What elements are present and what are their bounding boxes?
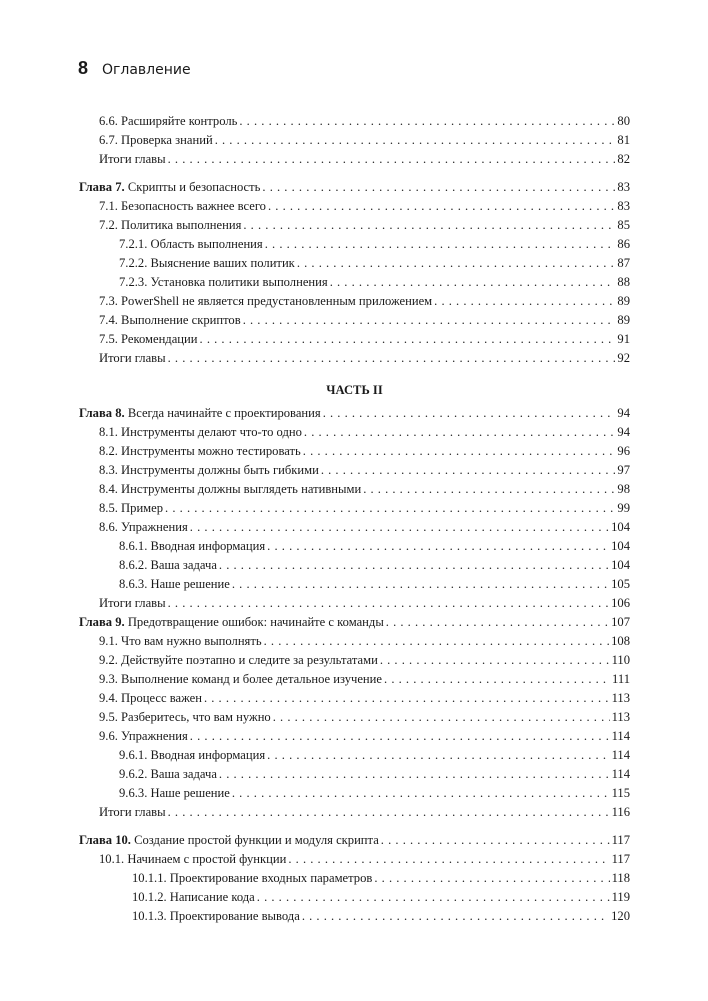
- leader-dots: [215, 131, 616, 150]
- leader-dots: [262, 178, 615, 197]
- leader-dots: [374, 869, 609, 888]
- leader-dots: [219, 556, 609, 575]
- toc-entry[interactable]: Итоги главы . . . 116: [79, 803, 630, 822]
- toc-page: 81: [617, 133, 630, 147]
- toc-entry[interactable]: 9.6.3. Наше решение . . . 115: [79, 784, 630, 803]
- leader-dots: [168, 150, 616, 169]
- leader-dots: [190, 727, 610, 746]
- toc-page: 94: [617, 425, 630, 439]
- toc-page: 89: [617, 313, 630, 327]
- toc-page: 89: [617, 294, 630, 308]
- toc-page: 108: [611, 634, 630, 648]
- toc-page: 115: [611, 786, 630, 800]
- leader-dots: [273, 708, 610, 727]
- toc-page: 86: [617, 237, 630, 251]
- toc-entry[interactable]: Итоги главы . . . 106: [79, 594, 630, 613]
- toc-page: 105: [611, 577, 630, 591]
- toc-entry[interactable]: 9.5. Разберитесь, что вам нужно . . . 113: [79, 708, 630, 727]
- toc-entry[interactable]: 10.1.3. Проектирование вывода . . . 120: [79, 907, 630, 926]
- leader-dots: [267, 746, 609, 765]
- running-title: Оглавление: [102, 62, 191, 78]
- toc-entry[interactable]: 7.5. Рекомендации . . . 91: [79, 330, 630, 349]
- toc-page: 119: [611, 890, 630, 904]
- toc-page: 117: [611, 852, 630, 866]
- toc-page: 104: [611, 539, 630, 553]
- leader-dots: [219, 765, 610, 784]
- toc-entry[interactable]: 8.6.3. Наше решение . . . 105: [79, 575, 630, 594]
- toc-page: 107: [611, 615, 630, 629]
- toc-entry[interactable]: 8.6.2. Ваша задача . . . 104: [79, 556, 630, 575]
- toc-entry[interactable]: 7.2. Политика выполнения . . . 85: [79, 216, 630, 235]
- toc-page: 85: [617, 218, 630, 232]
- toc-page: 80: [617, 114, 630, 128]
- part-heading: ЧАСТЬ II: [326, 383, 383, 397]
- toc-page: 91: [617, 332, 630, 346]
- toc-entry[interactable]: 7.1. Безопасность важнее всего . . . 83: [79, 197, 630, 216]
- toc-page: 92: [617, 351, 630, 365]
- toc-page: 94: [617, 406, 630, 420]
- toc-page: 87: [617, 256, 630, 270]
- toc-page: 82: [617, 152, 630, 166]
- toc-page: 110: [611, 653, 630, 667]
- table-of-contents: [79, 112, 630, 926]
- toc-entry[interactable]: 10.1.2. Написание кода . . . 119: [79, 888, 630, 907]
- page-header: [78, 58, 191, 79]
- toc-chapter-7[interactable]: Глава 7. Скрипты и безопасность . . . 83: [79, 178, 630, 197]
- toc-page: 114: [611, 767, 630, 781]
- leader-dots: [168, 803, 610, 822]
- toc-chapter-9[interactable]: Глава 9. Предотвращение ошибок: начинайте с команды . . . 107: [79, 613, 630, 632]
- toc-entry[interactable]: 10.1. Начинаем с простой функции . . . 117: [79, 850, 630, 869]
- toc-page: 113: [611, 691, 630, 705]
- leader-dots: [268, 197, 615, 216]
- toc-entry[interactable]: 7.2.3. Установка политики выполнения . . . 88: [79, 273, 630, 292]
- toc-entry[interactable]: 8.5. Пример . . . 99: [79, 499, 630, 518]
- toc-page: 120: [611, 909, 630, 923]
- toc-chapter-8[interactable]: Глава 8. Всегда начинайте с проектирования . . . 94: [79, 404, 630, 423]
- leader-dots: [265, 235, 616, 254]
- leader-dots: [200, 330, 616, 349]
- toc-entry[interactable]: 8.6.1. Вводная информация . . . 104: [79, 537, 630, 556]
- page-number: 8: [78, 58, 89, 78]
- leader-dots: [243, 311, 616, 330]
- toc-entry[interactable]: 8.2. Инструменты можно тестировать . . . 96: [79, 442, 630, 461]
- toc-entry[interactable]: 8.1. Инструменты делают что-то одно . . . 94: [79, 423, 630, 442]
- leader-dots: [165, 499, 615, 518]
- leader-dots: [386, 613, 609, 632]
- leader-dots: [243, 216, 615, 235]
- leader-dots: [168, 349, 616, 368]
- toc-entry[interactable]: 9.3. Выполнение команд и более детальное изучение . . . 111: [79, 670, 630, 689]
- toc-page: 116: [611, 805, 630, 819]
- leader-dots: [304, 423, 616, 442]
- toc-entry[interactable]: 8.3. Инструменты должны быть гибкими . . . 97: [79, 461, 630, 480]
- toc-page: 104: [611, 558, 630, 572]
- toc-page: 96: [617, 444, 630, 458]
- toc-entry[interactable]: 9.1. Что вам нужно выполнять . . . 108: [79, 632, 630, 651]
- toc-entry[interactable]: 9.6.2. Ваша задача . . . 114: [79, 765, 630, 784]
- toc-entry[interactable]: 9.4. Процесс важен . . . 113: [79, 689, 630, 708]
- toc-entry[interactable]: 10.1.1. Проектирование входных параметров . . . 118: [79, 869, 630, 888]
- toc-page: 98: [617, 482, 630, 496]
- toc-page: 83: [617, 199, 630, 213]
- toc-entry[interactable]: 9.6. Упражнения . . . 114: [79, 727, 630, 746]
- leader-dots: [380, 651, 610, 670]
- leader-dots: [204, 689, 610, 708]
- toc-entry[interactable]: 7.4. Выполнение скриптов . . . 89: [79, 311, 630, 330]
- leader-dots: [288, 850, 609, 869]
- toc-entry[interactable]: 6.7. Проверка знаний . . . 81: [79, 131, 630, 150]
- leader-dots: [384, 670, 610, 689]
- toc-page: 99: [617, 501, 630, 515]
- leader-dots: [239, 112, 615, 131]
- toc-entry[interactable]: 8.4. Инструменты должны выглядеть нативными . . . 98: [79, 480, 630, 499]
- leader-dots: [257, 888, 610, 907]
- leader-dots: [323, 404, 616, 423]
- toc-page: 104: [611, 520, 630, 534]
- leader-dots: [267, 537, 609, 556]
- leader-dots: [303, 442, 616, 461]
- leader-dots: [434, 292, 615, 311]
- leader-dots: [190, 518, 609, 537]
- toc-chapter-10[interactable]: Глава 10. Создание простой функции и модуля скрипта . . . 117: [79, 831, 630, 850]
- leader-dots: [321, 461, 616, 480]
- toc-page: 88: [617, 275, 630, 289]
- leader-dots: [381, 831, 610, 850]
- toc-entry[interactable]: 7.2.1. Область выполнения . . . 86: [79, 235, 630, 254]
- toc-entry[interactable]: 7.3. PowerShell не является предустановленным приложением . . . 89: [79, 292, 630, 311]
- toc-entry[interactable]: 9.6.1. Вводная информация . . . 114: [79, 746, 630, 765]
- toc-page: 113: [611, 710, 630, 724]
- leader-dots: [330, 273, 616, 292]
- leader-dots: [232, 575, 609, 594]
- toc-page: 114: [611, 748, 630, 762]
- toc-page: 117: [611, 833, 630, 847]
- toc-page: 111: [612, 672, 630, 686]
- toc-entry[interactable]: 9.2. Действуйте поэтапно и следите за результатами . . . 110: [79, 651, 630, 670]
- toc-entry[interactable]: Итоги главы . . . 92: [79, 349, 630, 368]
- leader-dots: [363, 480, 615, 499]
- toc-page: 97: [617, 463, 630, 477]
- leader-dots: [232, 784, 610, 803]
- toc-entry[interactable]: 6.6. Расширяйте контроль . . . 80: [79, 112, 630, 131]
- toc-entry[interactable]: 7.2.2. Выяснение ваших политик . . . 87: [79, 254, 630, 273]
- toc-page: 118: [611, 871, 630, 885]
- leader-dots: [302, 907, 609, 926]
- toc-page: 106: [611, 596, 630, 610]
- toc-page: 114: [611, 729, 630, 743]
- toc-page: 83: [617, 180, 630, 194]
- leader-dots: [264, 632, 610, 651]
- leader-dots: [168, 594, 610, 613]
- toc-entry[interactable]: Итоги главы . . . 82: [79, 150, 630, 169]
- toc-entry[interactable]: 8.6. Упражнения . . . 104: [79, 518, 630, 537]
- leader-dots: [297, 254, 616, 273]
